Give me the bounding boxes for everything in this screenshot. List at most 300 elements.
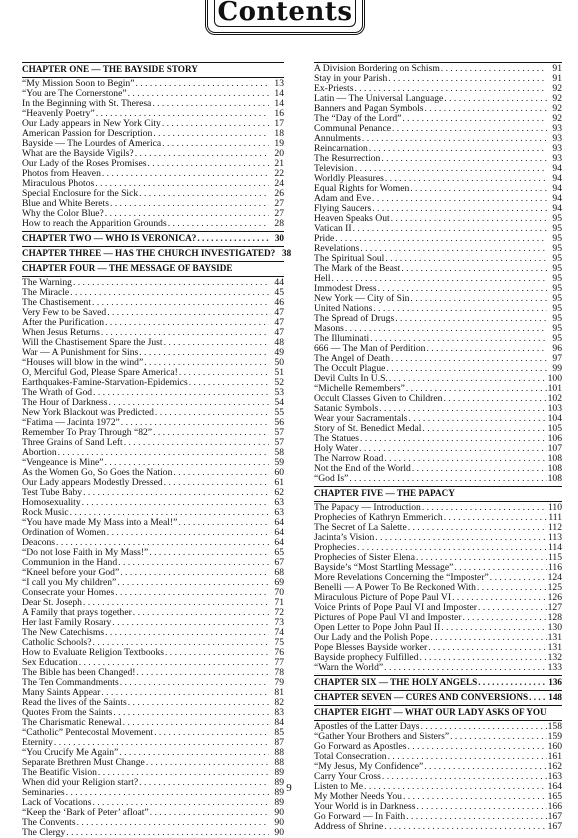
entry-title: Prophecies of Kathryn Emmerich (314, 512, 443, 523)
page-ref: 116 (547, 562, 562, 573)
dot-leader (197, 233, 269, 244)
page-ref: 97 (552, 353, 562, 364)
page-ref: 94 (552, 203, 562, 214)
dot-leader (372, 194, 547, 204)
page-ref: 76 (274, 647, 284, 658)
page-ref: 126 (547, 592, 562, 603)
toc-entry (22, 808, 284, 818)
dot-leader (410, 294, 547, 304)
entry-title: Banners and Pagan Symbols (314, 103, 424, 114)
entry-title: The Narrow Road (314, 453, 384, 464)
entry-title: The Beatific Vision (22, 767, 97, 778)
dot-leader (165, 648, 269, 658)
page-ref: 68 (274, 567, 284, 578)
toc-entry (22, 528, 284, 538)
dot-leader (73, 278, 269, 288)
page-ref: 61 (274, 477, 284, 488)
page-ref: 64 (274, 527, 284, 538)
entry-title: My Mother Needs You (314, 791, 402, 802)
entry-title: Occult Classes Given to Children (314, 393, 443, 404)
page-ref: 89 (274, 777, 284, 788)
page-ref: 90 (274, 827, 284, 838)
entry-title: Holy Water (314, 443, 359, 454)
entry-title: Very Few to be Saved (22, 307, 107, 318)
page-ref: 54 (274, 397, 284, 408)
entry-title: “You have made My Mass into a Meal!” (22, 517, 178, 528)
entry-title: Her last Family Rosary (22, 617, 112, 628)
page-ref: 21 (274, 158, 284, 169)
page-ref: 99 (552, 363, 562, 374)
dot-leader (150, 808, 269, 818)
page-ref: 93 (552, 143, 562, 154)
dot-leader (384, 663, 546, 673)
page-ref: 27 (274, 198, 284, 209)
dot-leader (450, 732, 547, 742)
page-ref: 50 (274, 357, 284, 368)
page-ref: 14 (274, 88, 284, 99)
entry-title: Listen to Me (314, 781, 364, 792)
page-ref: 58 (274, 447, 284, 458)
entry-title: Flying Saucers (314, 203, 372, 214)
chapter-heading (314, 677, 562, 688)
entry-title: The Clergy (22, 827, 66, 838)
dot-leader (416, 802, 546, 812)
page-ref: 108 (547, 473, 562, 484)
page-ref: 53 (274, 387, 284, 398)
page-ref: 46 (274, 297, 284, 308)
page-ref: 95 (552, 263, 562, 274)
page-ref: 49 (274, 347, 284, 358)
entry-title: Many Saints Appear (22, 687, 101, 698)
toc-entry (314, 314, 562, 324)
entry-title: Devil Cults In U.S. (314, 373, 388, 384)
entry-title: Test Tube Baby (22, 487, 83, 498)
entry-title: Stay in your Parish (314, 73, 388, 84)
entry-title: Abortion (22, 447, 57, 458)
entry-title: Sex Education (22, 657, 78, 668)
dot-leader (382, 772, 547, 782)
entry-title: Eternity (22, 737, 53, 748)
entry-title: Miraculous Picture of Pope Paul VI (314, 592, 452, 603)
dot-leader (389, 374, 547, 384)
entry-title: Ordination of Women (22, 527, 106, 538)
entry-title: Latin — The Universal Language (314, 93, 444, 104)
page-ref: 125 (547, 582, 562, 593)
entry-title: Revelations (314, 243, 360, 254)
entry-title: What are the Bayside Vigils? (22, 148, 134, 159)
toc-right-column (314, 64, 562, 832)
dot-leader (83, 488, 269, 498)
dot-leader (424, 762, 546, 772)
entry-title: Why the Color Blue? (22, 208, 104, 219)
page-ref: 81 (274, 687, 284, 698)
toc-entry (314, 663, 562, 673)
page-ref: 128 (547, 612, 562, 623)
dot-leader (149, 548, 269, 558)
chapter-title: CHAPTER THREE — HAS THE CHURCH INVESTIGATED? (22, 248, 276, 258)
dot-leader (386, 364, 547, 374)
entry-title: Our Lady appears Modestly Dressed (22, 477, 163, 488)
page-ref: 89 (274, 787, 284, 798)
toc-entry (314, 802, 562, 812)
entry-title: Quotes From the Saints (22, 707, 113, 718)
entry-title: “Do not lose Faith in My Mass!” (22, 547, 149, 558)
chapter-title: CHAPTER SIX — THE HOLY ANGELS (314, 677, 478, 687)
page-ref: 158 (547, 721, 562, 732)
dot-leader (139, 348, 269, 358)
page-ref: 63 (274, 507, 284, 518)
page-ref: 48 (274, 337, 284, 348)
page-ref: 112 (547, 522, 562, 533)
entry-title: “Michelle Remembers” (314, 383, 405, 394)
entry-title: Hell (314, 273, 331, 284)
page-ref: 44 (274, 277, 284, 288)
page-ref: 59 (274, 457, 284, 468)
page-ref: 92 (552, 113, 562, 124)
dot-leader (107, 308, 269, 318)
page-ref: 160 (547, 741, 562, 752)
page-ref: 79 (274, 677, 284, 688)
page-ref: 94 (552, 183, 562, 194)
page-ref: 14 (274, 98, 284, 109)
entry-title: As the Women Go, So Goes the Nation (22, 467, 173, 478)
dot-leader (137, 668, 270, 678)
page-ref: 95 (552, 303, 562, 314)
chapter-heading (314, 488, 562, 499)
toc-left-column (22, 64, 292, 838)
dot-leader (478, 677, 547, 688)
dot-leader (120, 678, 269, 688)
dot-leader (477, 583, 547, 593)
entry-title: Dear St. Joseph (22, 597, 82, 608)
entry-title: “My Mission Soon to Begin” (22, 78, 135, 89)
entry-title: Lack of Vocations (22, 797, 92, 808)
page-title: Contents (217, 0, 353, 27)
dot-leader (412, 464, 547, 474)
page-ref: 104 (547, 413, 562, 424)
page-ref: 96 (552, 343, 562, 354)
entry-title: “Gather Your Brothers and Sisters” (314, 731, 450, 742)
page-ref: 17 (274, 118, 284, 129)
page-ref: 88 (274, 757, 284, 768)
toc-entry (22, 818, 284, 828)
page-ref: 47 (274, 327, 284, 338)
entry-title: Bayside’s “Most Startling Message” (314, 562, 454, 573)
entry-title: “Keep the ‘Bark of Peter’ afloat” (22, 807, 149, 818)
chapter-title: CHAPTER SEVEN — CURES AND CONVERSIONS (314, 692, 529, 702)
dot-leader (164, 478, 269, 488)
entry-title: “I call you My children” (22, 577, 117, 588)
entry-title: Bayside — The Lourdes of America (22, 138, 162, 149)
page-ref: 20 (274, 148, 284, 159)
entry-title: Reincarnation (314, 143, 368, 154)
toc-entry (22, 219, 284, 229)
dot-leader (120, 568, 269, 578)
page-ref: 45 (274, 287, 284, 298)
dot-leader (155, 408, 269, 418)
dot-leader (410, 184, 547, 194)
dot-leader (147, 159, 269, 169)
entry-title: The Statues (314, 433, 360, 444)
section-divider (22, 231, 284, 232)
page-ref: 72 (274, 607, 284, 618)
entry-title: The Resurrection (314, 153, 381, 164)
page-ref: 101 (547, 383, 562, 394)
entry-title: How to reach the Apparition Grounds (22, 218, 167, 229)
entry-title: Annulments (314, 133, 361, 144)
page-ref: 57 (274, 437, 284, 448)
entry-title: Seminaries (22, 787, 65, 798)
page-ref: 103 (547, 403, 562, 414)
page-ref: 159 (547, 731, 562, 742)
dot-leader (441, 64, 547, 74)
page-ref: 74 (274, 627, 284, 638)
dot-leader (529, 692, 547, 703)
dot-leader (375, 533, 547, 543)
dot-leader (77, 818, 269, 828)
page-ref: 130 (547, 622, 562, 633)
page-ref: 88 (274, 747, 284, 758)
page-ref: 127 (547, 602, 562, 613)
entry-title: American Passion for Description (22, 128, 153, 139)
entry-title: Consecrate your Homes (22, 587, 115, 598)
dot-leader (422, 424, 546, 434)
page-ref: 105 (547, 423, 562, 434)
entry-title: Our Lady appears in New York City (22, 118, 161, 129)
dot-leader (372, 204, 547, 214)
entry-title: Special Enclosure for the Sick (22, 188, 139, 199)
toc-entry (314, 474, 562, 484)
page-ref: 110 (547, 502, 562, 513)
entry-title: New York — City of Sin (314, 293, 410, 304)
page-ref: 63 (274, 497, 284, 508)
page-ref: 24 (274, 178, 284, 189)
entry-title: The Occult Plague (314, 363, 386, 374)
dot-leader (444, 513, 547, 523)
entry-title: Benelli — A Power To Be Reckoned With (314, 582, 476, 593)
entry-title: The Spiritual Soul (314, 253, 385, 264)
page-ref: 52 (274, 377, 284, 388)
entry-title: When did your Religion start? (22, 777, 139, 788)
dot-leader (426, 344, 547, 354)
dot-leader (395, 314, 547, 324)
toc-entry (22, 828, 284, 838)
page-ref: 62 (274, 487, 284, 498)
entry-title: United Nations (314, 303, 373, 314)
page-ref: 78 (274, 667, 284, 678)
page-ref: 92 (552, 103, 562, 114)
section-divider (22, 261, 284, 262)
dot-leader (425, 104, 547, 114)
page-ref: 115 (547, 552, 562, 563)
page-ref: 166 (547, 801, 562, 812)
page-ref: 89 (274, 767, 284, 778)
section-divider (314, 675, 562, 676)
entry-title: The Angel of Death (314, 353, 390, 364)
dot-leader (490, 573, 547, 583)
entry-title: The Wrath of God (22, 387, 93, 398)
entry-title: The Papacy — Introduction (314, 502, 421, 513)
dot-leader (441, 623, 546, 633)
dot-leader (115, 588, 269, 598)
page-ref: 107 (547, 443, 562, 454)
entry-title: The Charismatic Renewal (22, 717, 122, 728)
page-ref: 19 (274, 138, 284, 149)
page-ref: 57 (274, 427, 284, 438)
section-divider (314, 705, 562, 706)
page-ref: 133 (547, 662, 562, 673)
page-ref: 131 (547, 642, 562, 653)
entry-title: Jacinta’s Vision (314, 532, 375, 543)
page-ref: 55 (274, 407, 284, 418)
page-ref: 89 (274, 797, 284, 808)
entry-title: The Chastisement (22, 297, 92, 308)
dot-leader (135, 79, 269, 89)
dot-leader (409, 414, 547, 424)
entry-title: The “Day of the Lord” (314, 113, 402, 124)
page-ref: 94 (552, 193, 562, 204)
dot-leader (135, 149, 269, 159)
dot-leader (117, 578, 269, 588)
toc-entry (22, 438, 284, 448)
dot-leader (360, 244, 547, 254)
page-ref: 148 (548, 692, 562, 702)
entry-title: A Division Bordering on Schism (314, 63, 440, 74)
dot-leader (139, 189, 269, 199)
entry-title: Rock Music (22, 507, 69, 518)
entry-title: Pope Blesses Bayside worker (314, 642, 428, 653)
page-ref: 71 (274, 597, 284, 608)
dot-leader (359, 444, 547, 454)
page-ref: 95 (552, 293, 562, 304)
page-ref: 26 (274, 188, 284, 199)
page-ref: 77 (274, 657, 284, 668)
page-ref: 95 (552, 253, 562, 264)
page-ref: 132 (547, 652, 562, 663)
page-ref: 90 (274, 807, 284, 818)
entry-title: Heaven Speaks Out (314, 213, 390, 224)
entry-title: “Vengeance is Mine” (22, 457, 104, 468)
chapter-heading (22, 248, 292, 259)
page-ref: 94 (552, 163, 562, 174)
page-ref: 91 (552, 73, 562, 84)
page-ref: 30 (274, 233, 284, 243)
entry-title: Total Consecration (314, 751, 387, 762)
page-ref: 95 (552, 283, 562, 294)
page-ref: 95 (552, 233, 562, 244)
dot-leader (401, 264, 547, 274)
chapter-title: CHAPTER TWO — WHO IS VERONICA? (22, 233, 197, 243)
dot-leader (360, 434, 547, 444)
entry-title: Three Grains of Sand Left (22, 437, 123, 448)
entry-title: Address of Shrine (314, 821, 384, 832)
toc-entry (22, 728, 284, 738)
page-ref: 70 (274, 587, 284, 598)
dot-leader (92, 298, 269, 308)
entry-title: The Miracle (22, 287, 70, 298)
page-ref: 163 (547, 771, 562, 782)
dot-leader (345, 324, 547, 334)
chapter-heading (22, 64, 284, 75)
page-ref: 75 (274, 637, 284, 648)
entry-title: “My Jesus, My Confidence” (314, 761, 424, 772)
page-ref: 93 (552, 123, 562, 134)
dot-leader (373, 304, 547, 314)
entry-title: Immodest Dress (314, 283, 377, 294)
page-ref: 102 (547, 393, 562, 404)
chapter-title: CHAPTER ONE — THE BAYSIDE STORY (22, 64, 198, 74)
toc-entry (314, 224, 562, 234)
page-ref: 93 (552, 133, 562, 144)
entry-title: War — A Punishment for Sins (22, 347, 139, 358)
page-ref: 95 (552, 213, 562, 224)
entry-title: “Kneel before your God” (22, 567, 120, 578)
toc-entry (314, 822, 562, 832)
section-divider (314, 486, 562, 487)
dot-leader (70, 288, 269, 298)
entry-title: Go Forward — In Faith (314, 811, 406, 822)
dot-leader (93, 388, 269, 398)
page-ref: 164 (547, 781, 562, 792)
dot-leader (113, 708, 269, 718)
entry-title: Separate Brethren Must Change (22, 757, 145, 768)
page-ref: 94 (552, 173, 562, 184)
dot-leader (353, 224, 547, 234)
entry-title: A Family that prays together (22, 607, 132, 618)
entry-title: Pride (314, 233, 335, 244)
dot-leader (102, 169, 269, 179)
entry-title: Masons (314, 323, 344, 334)
page-ref: 167 (547, 811, 562, 822)
entry-title: The New Catechisms (22, 627, 105, 638)
entry-title: O, Merciful God, Please Spare America! (22, 367, 178, 378)
chapter-title: CHAPTER FIVE — THE PAPACY (314, 488, 455, 498)
page-ref: 64 (274, 517, 284, 528)
dot-leader (82, 498, 269, 508)
entry-title: “God Is” (314, 473, 349, 484)
dot-leader (384, 822, 546, 832)
dot-leader (444, 94, 547, 104)
entry-title: Carry Your Cross (314, 771, 381, 782)
entry-title: Remember To Pray Through “82” (22, 427, 153, 438)
dot-leader (391, 214, 547, 224)
entry-title: Prophecies (314, 542, 357, 553)
dot-leader (128, 698, 269, 708)
entry-title: Wear your Sacramentals (314, 413, 408, 424)
dot-leader (349, 474, 546, 484)
entry-title: Photos from Heaven (22, 168, 101, 179)
page-ref: 28 (274, 218, 284, 229)
page-ref: 113 (547, 532, 562, 543)
entry-title: 666 — The Man of Perdition (314, 343, 426, 354)
chapter-heading (314, 707, 562, 718)
entry-title: Story of St. Benedict Medal (314, 423, 422, 434)
entry-title: Satanic Symbols (314, 403, 379, 414)
dot-leader (162, 119, 269, 129)
dot-leader (428, 643, 546, 653)
page-ref: 16 (274, 108, 284, 119)
page-ref: 82 (274, 697, 284, 708)
dot-leader (362, 134, 547, 144)
page-ref: 95 (552, 333, 562, 344)
entry-title: Deacons (22, 537, 56, 548)
page-ref: 108 (547, 463, 562, 474)
entry-title: Open Letter to Pope John Paul II (314, 622, 441, 633)
dot-leader (107, 528, 269, 538)
entry-title: Voice Prints of Pope Paul VI and Imposter (314, 602, 477, 613)
entry-title: The Convents (22, 817, 76, 828)
entry-title: The Bible has been Changed! (22, 667, 136, 678)
